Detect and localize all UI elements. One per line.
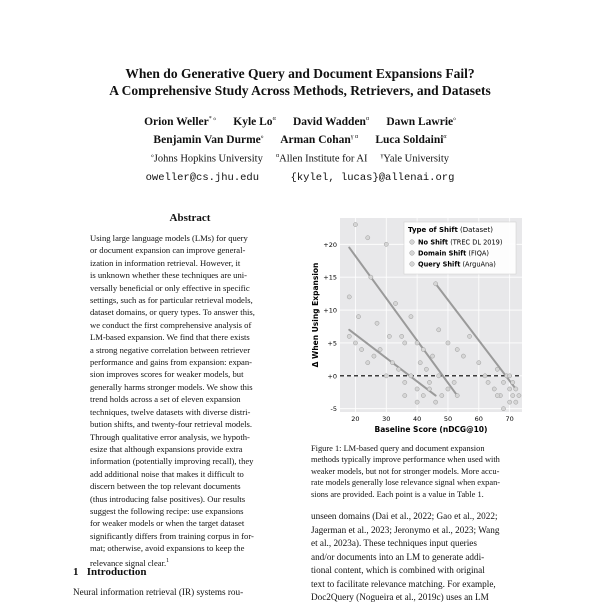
author-affil-mark: * ℴ	[208, 116, 217, 122]
author-name: Dawn Lawrie	[386, 115, 454, 128]
y-tick-label: +15	[323, 273, 337, 282]
legend-title-row	[408, 226, 493, 234]
abstract-line: we conduct the first comprehensive analysis of	[90, 319, 252, 330]
data-point	[378, 347, 382, 351]
author-affil-mark: α	[272, 116, 276, 122]
abstract-line: suggest the following recipe: use expansions	[90, 505, 244, 516]
author-name: Kyle Lo	[233, 115, 273, 128]
abstract-line: or document expansion can improve general-	[90, 245, 246, 256]
paper-title-line-2: A Comprehensive Study Across Methods, Retrievers, and Datasets	[109, 83, 491, 98]
section-title: Introduction	[86, 566, 147, 578]
data-point	[434, 282, 438, 286]
affil-mark: α	[275, 153, 280, 159]
data-point	[495, 393, 499, 397]
data-point	[347, 334, 351, 338]
legend-label: Domain Shift	[418, 249, 467, 258]
abstract-line: is unknown whether these techniques are uni-	[90, 270, 248, 281]
data-point	[467, 334, 471, 338]
abstract-line: sion improves scores for weaker models, but	[90, 369, 244, 380]
x-axis-label: Baseline Score (nDCG@10)	[374, 425, 488, 434]
y-tick-label: +10	[323, 306, 337, 315]
body-line: et al., 2023a). These techniques input queries	[311, 538, 477, 548]
data-point	[375, 321, 379, 325]
data-point	[415, 400, 419, 404]
abstract-line: mat; otherwise, avoid expansions to keep the	[90, 543, 245, 554]
abstract-line: ization in information retrieval. However, it	[90, 257, 241, 268]
abstract-line: information (potentially improving recall), they	[90, 456, 254, 467]
legend-entry-query-shift	[418, 261, 496, 269]
abstract-line: versally beneficial or only effective in specific	[90, 282, 250, 293]
data-point	[353, 341, 357, 345]
author-affil-mark: γ α	[350, 134, 359, 140]
data-point	[446, 341, 450, 345]
y-tick-label: +5	[327, 339, 337, 348]
author-row-2	[0, 133, 600, 146]
data-point	[492, 387, 496, 391]
body-line: Doc2Query (Nogueira et al., 2019c) uses an LM	[311, 592, 489, 602]
y-tick-label: +0	[327, 372, 337, 381]
data-point	[508, 400, 512, 404]
legend-suffix: (ArguAna)	[462, 260, 496, 269]
data-point	[353, 222, 357, 226]
data-point	[501, 407, 505, 411]
x-tick-label: 50	[443, 415, 453, 423]
data-point	[400, 334, 404, 338]
data-point	[508, 374, 512, 378]
x-tick-label: 20	[351, 415, 360, 423]
body-line: tional content, which is combined with original	[311, 565, 485, 575]
data-point	[437, 328, 441, 332]
legend-entry-domain-shift	[418, 250, 489, 258]
figure-1-caption	[311, 443, 524, 500]
x-tick-label: 60	[474, 415, 483, 423]
data-point	[495, 367, 499, 371]
caption-line: rate models generally lose relevance signal when expan-	[311, 478, 501, 488]
abstract-line: Using large language models (LMs) for query	[90, 233, 248, 243]
legend-marker-query-shift	[410, 262, 415, 267]
abstract-heading: Abstract	[169, 212, 211, 224]
abstract-line: (thus introducing false positives). Our results	[90, 493, 246, 504]
author-name: Arman Cohan	[280, 133, 351, 146]
abstract-line: dataset domains, or query types. To answer this,	[90, 307, 255, 318]
data-point	[421, 347, 425, 351]
data-point	[440, 393, 444, 397]
legend-marker-domain-shift	[410, 251, 415, 256]
data-point	[366, 361, 370, 365]
data-point	[511, 380, 515, 384]
caption-line: Figure 1: LM-based query and document expansion	[311, 444, 485, 453]
data-point	[397, 367, 401, 371]
body-line: text to facilitate relevance matching. For example,	[311, 578, 496, 589]
legend-label: Query Shift	[418, 260, 461, 269]
abstract-line: trend holds across a set of eleven expansion	[90, 394, 241, 405]
x-tick-labels	[351, 415, 514, 423]
abstract-line: LM-based expansion. We find that there exists	[90, 332, 250, 343]
author-name: Orion Weller	[144, 115, 209, 128]
abstract-line: for weaker models or when the target dataset	[90, 518, 245, 529]
caption-line: sions are provided. Each point is a value in Table 1.	[311, 489, 484, 499]
affiliation: Allen Institute for AI	[279, 153, 368, 165]
data-point	[501, 380, 505, 384]
abstract-line: add additional noise that makes it difficult to	[90, 468, 244, 479]
abstract-line: bution shifts, and twenty-four retrieval models.	[90, 419, 253, 430]
y-axis-label: Δ When Using Expansion	[311, 262, 320, 368]
data-point	[424, 367, 428, 371]
data-point	[384, 374, 388, 378]
data-point	[359, 347, 363, 351]
legend-marker-no-shift	[410, 240, 415, 245]
y-tick-labels	[323, 241, 337, 413]
section-heading-introduction	[73, 566, 146, 578]
caption-line: methods typically improve performance when used with	[311, 455, 500, 465]
data-point	[461, 354, 465, 358]
legend-label: No Shift	[418, 238, 449, 247]
data-point	[437, 374, 441, 378]
email-link[interactable]: {kylel, lucas}@allenai.org	[290, 172, 455, 184]
author-affil-mark: α	[365, 116, 370, 122]
data-point	[483, 374, 487, 378]
data-point	[514, 400, 518, 404]
footnote-mark[interactable]: 1	[166, 557, 170, 564]
data-point	[415, 341, 419, 345]
x-tick-label: 70	[505, 415, 514, 423]
abstract-line: performance and gains from expansion: expan-	[90, 357, 253, 368]
legend-entry-no-shift	[418, 239, 502, 247]
data-point	[514, 387, 518, 391]
right-column-body	[311, 510, 527, 605]
paper-title-line-1: When do Generative Query and Document Expansions Fail?	[125, 66, 475, 81]
data-point	[446, 387, 450, 391]
data-point	[477, 361, 481, 365]
affiliations	[0, 152, 600, 165]
abstract-line: discern between the top relevant documents	[90, 481, 241, 492]
body-line: unseen domains (Dai et al., 2022; Gao et al., 2022;	[311, 511, 498, 521]
affiliation: Yale University	[383, 153, 450, 165]
data-point	[452, 380, 456, 384]
caption-line: weaker models, but not for stronger models. More accu-	[311, 466, 500, 476]
data-point	[418, 361, 422, 365]
data-point	[403, 393, 407, 397]
data-point	[455, 347, 459, 351]
x-tick-label: 30	[382, 415, 391, 423]
emails	[0, 172, 600, 184]
legend	[404, 222, 516, 274]
affil-mark: γ	[380, 153, 384, 159]
data-point	[356, 315, 360, 319]
y-tick-label: -5	[330, 405, 337, 414]
author-affil-mark: ℴ	[453, 116, 456, 122]
abstract-last-text: relevance signal clear.	[90, 557, 167, 568]
abstract-line: techniques, twelve datasets with diverse distri-	[90, 406, 251, 417]
data-point	[517, 393, 521, 397]
affiliation: Johns Hopkins University	[153, 153, 263, 165]
data-point	[403, 380, 407, 384]
legend-title-suffix: (Dataset)	[460, 226, 493, 234]
email-link[interactable]: oweller@cs.jhu.edu	[145, 172, 260, 184]
abstract-line: significantly differs from training corpus in for-	[90, 530, 254, 541]
author-affil-mark: ℴ	[260, 134, 264, 140]
data-point	[455, 393, 459, 397]
author-name: Luca Soldaini	[375, 133, 444, 146]
data-point	[347, 295, 351, 299]
data-point	[409, 374, 413, 378]
abstract-line: settings, such as for particular retrieval models,	[90, 295, 253, 306]
data-point	[434, 400, 438, 404]
data-point	[372, 354, 376, 358]
y-tick-label: +20	[323, 240, 337, 249]
data-point	[369, 275, 373, 279]
figure-1-chart	[308, 214, 530, 438]
data-point	[508, 387, 512, 391]
data-point	[421, 393, 425, 397]
data-point	[403, 341, 407, 345]
data-point	[387, 334, 391, 338]
legend-suffix: (FIQA)	[468, 249, 490, 258]
body-line: Jagerman et al., 2023; Jeronymo et al., 2023; Wang	[311, 524, 500, 535]
data-point	[430, 354, 434, 358]
abstract-line: a strong negative correlation between retriever	[90, 344, 251, 355]
abstract-body	[90, 232, 298, 569]
body-line: and/or documents into an LM to generate addi-	[311, 551, 485, 562]
data-point	[486, 380, 490, 384]
data-point	[393, 301, 397, 305]
author-name: David Wadden	[292, 115, 366, 128]
intro-first-line: Neural information retrieval (IR) systems rou-	[73, 587, 244, 597]
data-point	[409, 315, 413, 319]
section-number: 1	[73, 566, 79, 578]
data-point	[366, 236, 370, 240]
x-tick-label: 40	[412, 415, 422, 423]
data-point	[390, 361, 394, 365]
data-point	[384, 242, 388, 246]
author-row-1	[0, 115, 600, 128]
author-name: Benjamin Van Durme	[153, 133, 261, 146]
abstract-line: generally harms stronger models. We show this	[90, 381, 253, 392]
legend-suffix: (TREC DL 2019)	[450, 238, 503, 247]
abstract-line: esize that although expansions provide extra	[90, 443, 243, 454]
legend-title: Type of Shift	[408, 226, 458, 234]
affil-mark: ℴ	[150, 153, 154, 159]
author-affil-mark: α	[443, 134, 447, 140]
data-point	[415, 387, 419, 391]
data-point	[427, 387, 431, 391]
data-point	[427, 380, 431, 384]
abstract-line: Through qualitative error analysis, we hypoth-	[90, 431, 250, 442]
data-point	[511, 393, 515, 397]
